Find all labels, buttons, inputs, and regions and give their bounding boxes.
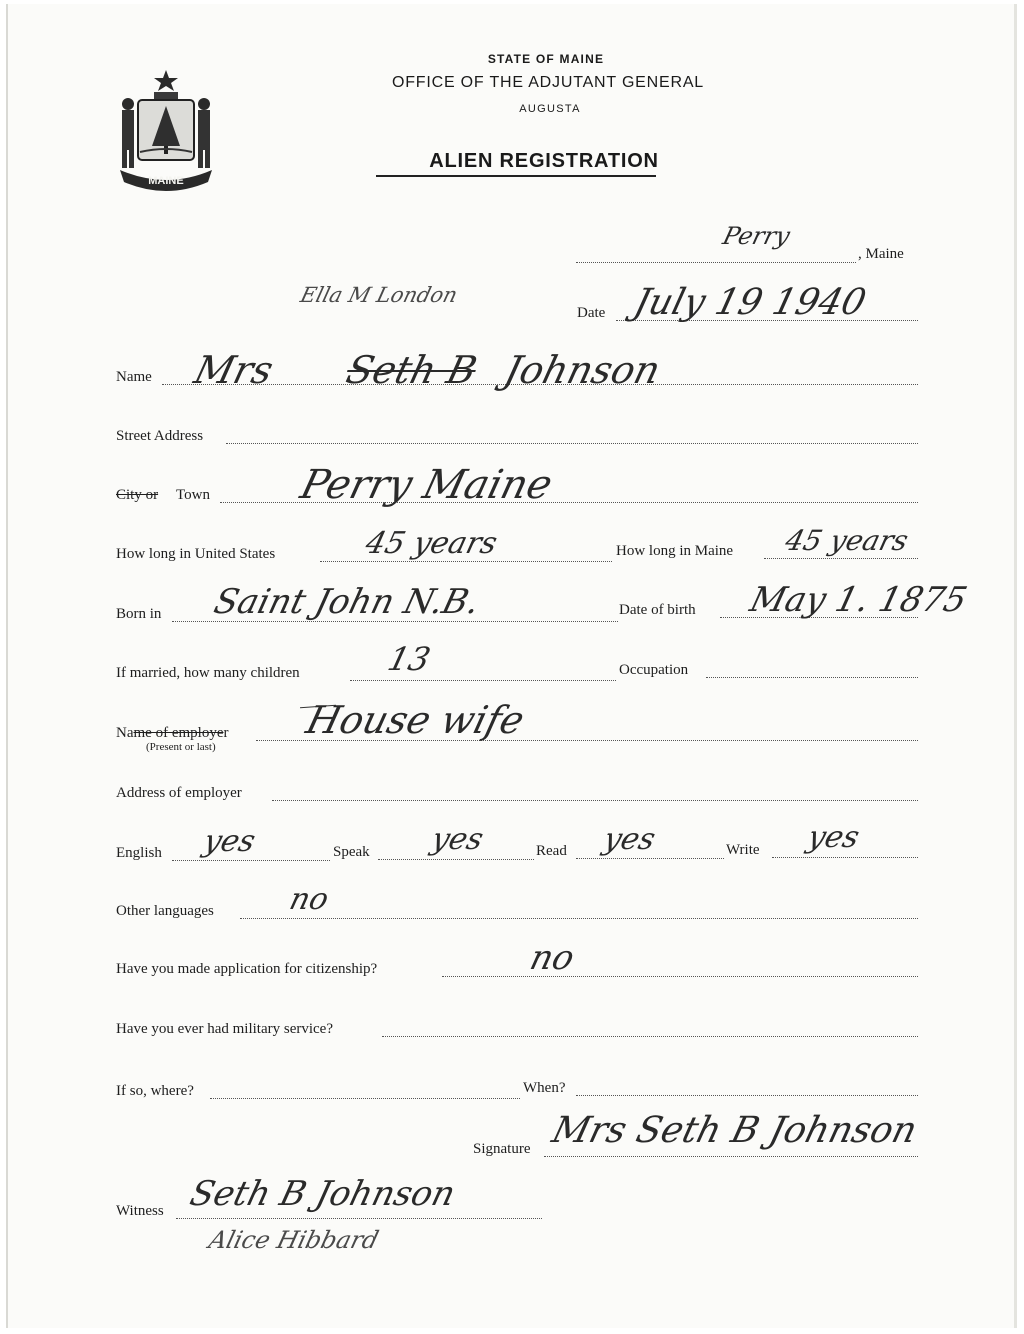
witness-value: Seth B Johnson [186, 1174, 460, 1214]
date-value: July 19 1940 [630, 282, 871, 323]
place-line [576, 262, 856, 263]
us-duration-label: How long in United States [116, 546, 276, 562]
read-value: yes [600, 822, 659, 857]
where-line [210, 1098, 520, 1099]
english-label: English [116, 845, 162, 861]
children-line [350, 680, 616, 681]
children-value: 13 [384, 640, 435, 678]
speak-line [378, 859, 534, 860]
registrar-note: Ella M London [298, 283, 460, 307]
employer-value: House wife [302, 698, 529, 742]
citizenship-value: no [526, 938, 579, 978]
town-value: Perry Maine [296, 462, 557, 508]
us-duration-line [320, 561, 612, 562]
street-address-line [226, 443, 918, 444]
employer-label-end: r [223, 725, 229, 741]
name-label: Name [116, 369, 152, 385]
employer-sublabel: (Present or last) [146, 741, 216, 753]
witness-label: Witness [116, 1203, 164, 1219]
svg-text:MAINE: MAINE [148, 175, 184, 187]
us-duration-value: 45 years [362, 526, 501, 561]
state-header: STATE OF MAINE [487, 52, 605, 66]
employer-label-start: Na [116, 725, 134, 741]
name-surname: Johnson [500, 348, 665, 392]
occupation-label: Occupation [619, 662, 689, 678]
place-suffix-label: , Maine [858, 246, 904, 262]
signature-line [544, 1156, 918, 1157]
maine-duration-line [764, 558, 918, 559]
name-struck-given: Seth B [342, 348, 482, 392]
write-value: yes [804, 820, 863, 855]
write-label: Write [726, 842, 760, 858]
citizenship-label: Have you made application for citizenship? [116, 961, 378, 977]
employer-label-struck: me of employe [133, 725, 224, 741]
where-label: If so, where? [116, 1083, 194, 1099]
when-line [576, 1095, 918, 1096]
maine-duration-label: How long in Maine [616, 543, 734, 559]
english-value: yes [200, 824, 259, 859]
street-address-label: Street Address [116, 428, 204, 444]
born-in-value: Saint John N.B. [210, 582, 484, 622]
citizenship-line [442, 976, 918, 977]
dob-value: May 1. 1875 [746, 580, 971, 620]
other-languages-line [240, 918, 918, 919]
other-languages-value: no [286, 882, 333, 917]
write-line [772, 857, 918, 858]
signature-value: Mrs Seth B Johnson [548, 1110, 921, 1151]
born-in-label: Born in [116, 606, 162, 622]
place-handwritten: Perry [720, 222, 793, 250]
when-label: When? [523, 1080, 566, 1096]
witness-second-signature: Alice Hibbard [206, 1226, 382, 1254]
read-line [576, 858, 724, 859]
english-line [172, 860, 330, 861]
read-label: Read [536, 843, 567, 859]
witness-line [176, 1218, 542, 1219]
city-header: AUGUSTA [519, 103, 581, 115]
city-label-struck: City or [116, 487, 159, 503]
office-header: OFFICE OF THE ADJUTANT GENERAL [391, 74, 705, 91]
employer-address-line [272, 800, 918, 801]
dob-label: Date of birth [619, 602, 696, 618]
occupation-line [706, 677, 918, 678]
children-label: If married, how many children [116, 665, 300, 681]
town-label: Town [176, 487, 210, 503]
military-service-label: Have you ever had military service? [116, 1021, 333, 1037]
title-underline [376, 175, 656, 177]
speak-value: yes [428, 822, 487, 857]
name-prefix: Mrs [190, 348, 278, 392]
signature-label: Signature [473, 1141, 531, 1157]
form-title: ALIEN REGISTRATION [429, 150, 659, 172]
other-languages-label: Other languages [116, 903, 214, 919]
speak-label: Speak [333, 844, 370, 860]
military-service-line [382, 1036, 918, 1037]
employer-address-label: Address of employer [116, 785, 242, 801]
date-label: Date [577, 305, 606, 321]
maine-duration-value: 45 years [782, 524, 912, 557]
